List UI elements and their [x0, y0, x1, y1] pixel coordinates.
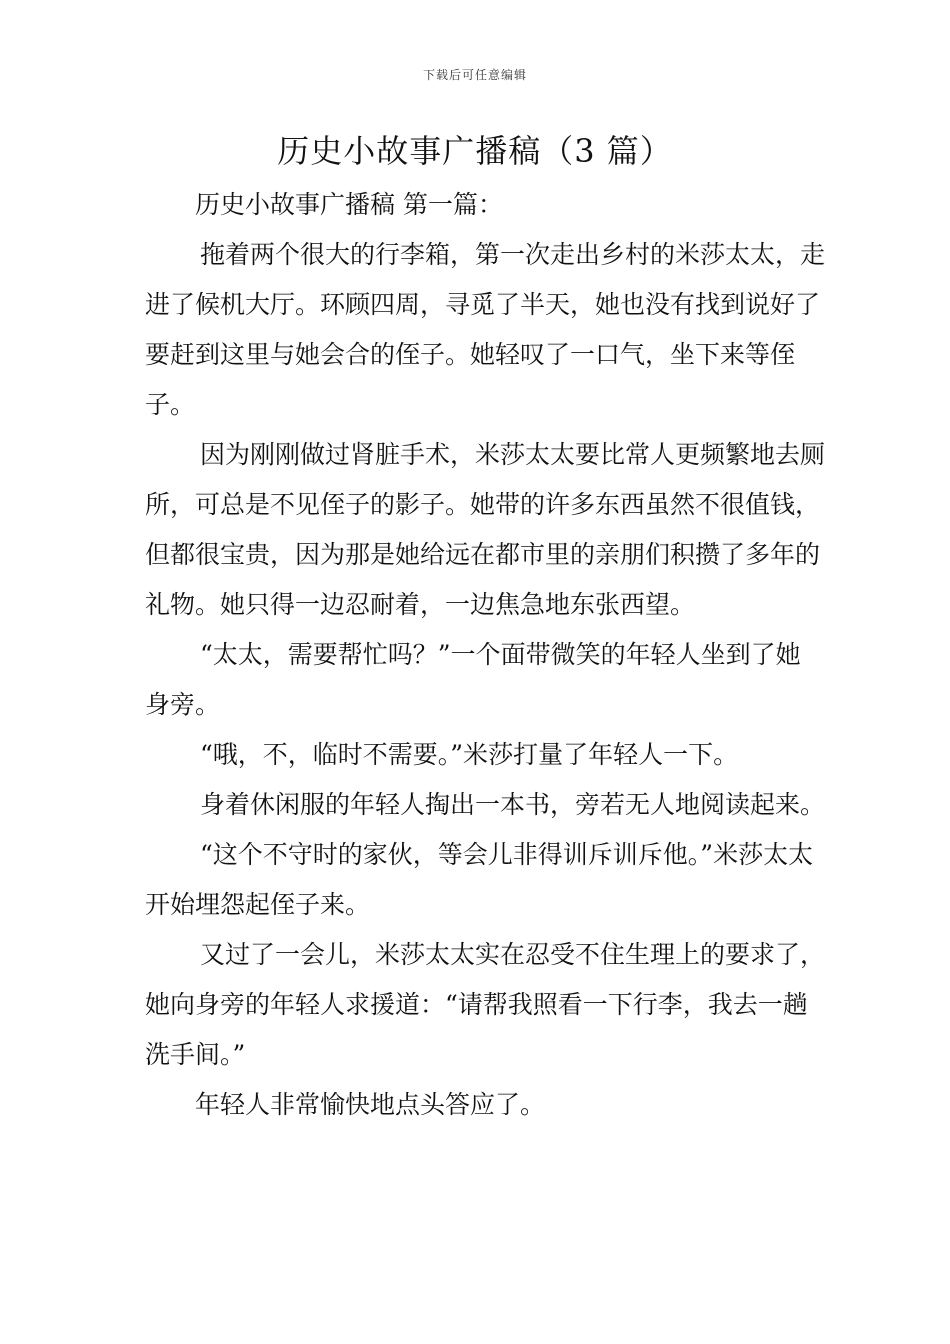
section-heading: 历史小故事广播稿 第一篇： [195, 190, 503, 219]
header-note: 下载后可任意编辑 [422, 68, 527, 82]
paragraph: 拖着两个很大的行李箱，第一次走出乡村的米莎太太，走进了候机大厅。环顾四周，寻觅了半天，她也没有找到说好了要赶到这里与她会合的侄子。她轻叹了一口气，坐下来等侄子。 [145, 240, 826, 419]
paragraph: “这个不守时的家伙，等会儿非得训斥训斥他。”米莎太太开始埋怨起侄子来。 [145, 840, 814, 919]
paragraph: 身着休闲服的年轻人掏出一本书，旁若无人地阅读起来。 [200, 790, 826, 819]
paragraph: 年轻人非常愉快地点头答应了。 [195, 1090, 546, 1119]
paragraph: 因为刚刚做过肾脏手术，米莎太太要比常人更频繁地去厕所，可总是不见侄子的影子。她带的许多东西虽然不很值钱，但都很宝贵，因为那是她给远在都市里的亲朋们积攒了多年的礼物。她只得一边忍耐着，一边焦急地东张西望。 [145, 440, 826, 619]
paragraph: “太太，需要帮忙吗？”一个面带微笑的年轻人坐到了她身旁。 [145, 640, 801, 719]
document-body [145, 180, 825, 1130]
document-title: 历史小故事广播稿（3 篇） [277, 132, 673, 170]
paragraph: “哦，不，临时不需要。”米莎打量了年轻人一下。 [200, 740, 739, 769]
paragraph: 又过了一会儿，米莎太太实在忍受不住生理上的要求了，她向身旁的年轻人求援道：“请帮我照看一下行李，我去一趟洗手间。” [145, 940, 826, 1069]
